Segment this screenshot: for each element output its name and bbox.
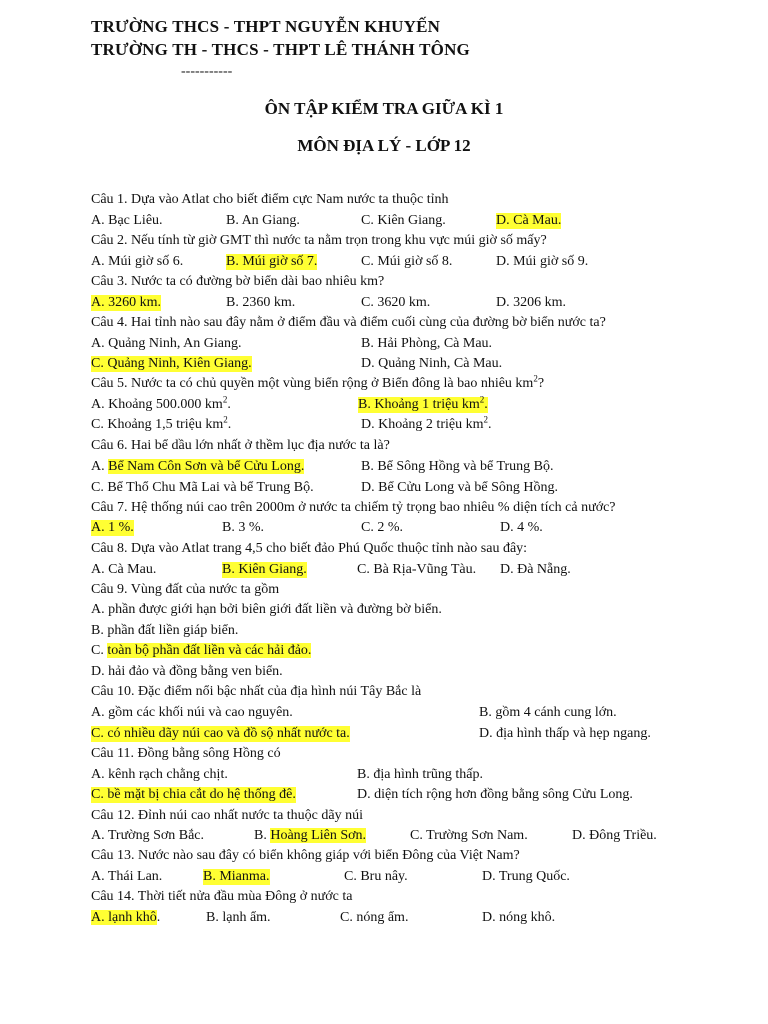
q11-option-c-answer: C. bề mặt bị chia cắt do hệ thống đê. — [91, 787, 296, 802]
school-name-2: TRƯỜNG TH - THCS - THPT LÊ THÁNH TÔNG — [91, 40, 470, 59]
q5-option-c: C. Khoảng 1,5 triệu $km^2$. — [91, 414, 232, 432]
q1-option-d-answer: D. Cà Mau. — [496, 213, 562, 228]
q3-option-c: C. 3620 km. — [361, 295, 431, 310]
q13-option-d: D. Trung Quốc. — [482, 869, 570, 884]
q2-option-a: A. Múi giờ số 6. — [91, 254, 184, 269]
page-title: ÔN TẬP KIỂM TRA GIỮA KÌ 1 — [264, 99, 504, 118]
q13-option-b-answer: B. Mianma. — [203, 869, 270, 884]
question-2: Câu 2. Nếu tính từ giờ GMT thì nước ta nằm trọn trong khu vực múi giờ số mấy? — [91, 233, 547, 248]
q4-option-a: A. Quảng Ninh, An Giang. — [91, 336, 242, 351]
q4-option-c-answer: C. Quảng Ninh, Kiên Giang. — [91, 356, 252, 371]
q11-option-b: B. địa hình trũng thấp. — [357, 767, 483, 782]
question-4: Câu 4. Hai tỉnh nào sau đây nằm ở điểm đầu và điểm cuối cùng của đường bờ biển nước ta? — [91, 315, 606, 330]
q13-option-c: C. Bru nây. — [344, 869, 408, 884]
q1-option-b: B. An Giang. — [226, 213, 300, 228]
q7-option-a-answer: A. 1 %. — [91, 520, 134, 535]
q5-option-b-answer: B. Khoảng 1 triệu $km^2$. — [358, 394, 488, 412]
q14-option-d: D. nóng khô. — [482, 910, 556, 925]
q14-option-c: C. nóng ẩm. — [340, 910, 409, 925]
q12-option-b-answer: B. Hoàng Liên Sơn. — [254, 828, 367, 843]
q9-option-d: D. hải đảo và đồng bằng ven biển. — [91, 664, 283, 679]
q3-option-d: D. 3206 km. — [496, 295, 566, 310]
q14-option-a-answer: A. lạnh khô. — [91, 910, 161, 925]
q5-option-a: A. Khoảng 500.000 $km^2$. — [91, 394, 231, 412]
question-9: Câu 9. Vùng đất của nước ta gồm — [91, 582, 280, 597]
q11-option-d: D. diện tích rộng hơn đồng bằng sông Cửu Long. — [357, 787, 633, 802]
q14-option-b: B. lạnh ẩm. — [206, 910, 271, 925]
q1-option-a: A. Bạc Liêu. — [91, 213, 163, 228]
q9-option-c-answer: C. toàn bộ phần đất liền và các hải đảo. — [91, 643, 312, 658]
q10-option-a: A. gồm các khối núi và cao nguyên. — [91, 705, 293, 720]
question-8: Câu 8. Dựa vào Atlat trang 4,5 cho biết đảo Phú Quốc thuộc tỉnh nào sau đây: — [91, 541, 528, 556]
q7-option-c: C. 2 %. — [361, 520, 403, 535]
question-13: Câu 13. Nước nào sau đây có biển không giáp với biển Đông của Việt Nam? — [91, 848, 520, 863]
question-1: Câu 1. Dựa vào Atlat cho biết điểm cực Nam nước ta thuộc tỉnh — [91, 192, 449, 207]
q4-option-b: B. Hải Phòng, Cà Mau. — [361, 336, 493, 351]
q9-option-a: A. phần được giới hạn bởi biên giới đất liền và đường bờ biển. — [91, 602, 442, 617]
question-14: Câu 14. Thời tiết nửa đầu mùa Đông ở nước ta — [91, 889, 353, 904]
q12-option-c: C. Trường Sơn Nam. — [410, 828, 528, 843]
q11-option-a: A. kênh rạch chằng chịt. — [91, 767, 228, 782]
question-6: Câu 6. Hai bể dầu lớn nhất ở thềm lục địa nước ta là? — [91, 438, 390, 453]
q12-option-d: D. Đông Triều. — [572, 828, 657, 843]
question-12: Câu 12. Đỉnh núi cao nhất nước ta thuộc dãy núi — [91, 808, 363, 823]
q8-option-c: C. Bà Rịa-Vũng Tàu. — [357, 562, 477, 577]
q2-option-d: D. Múi giờ số 9. — [496, 254, 589, 269]
q6-option-d: D. Bể Cửu Long và bể Sông Hồng. — [361, 480, 558, 495]
school-name-1: TRƯỜNG THCS - THPT NGUYỄN KHUYẾN — [91, 17, 441, 36]
q3-option-a-answer: A. 3260 km. — [91, 295, 161, 310]
q10-option-c-answer: C. có nhiều dãy núi cao và đồ sộ nhất nước ta. — [91, 726, 350, 741]
subject-title: MÔN ĐỊA LÝ - LỚP 12 — [297, 136, 471, 155]
question-10: Câu 10. Đặc điểm nổi bậc nhất của địa hình núi Tây Bắc là — [91, 684, 422, 699]
q6-option-c: C. Bể Thổ Chu Mã Lai và bể Trung Bộ. — [91, 480, 314, 495]
question-7: Câu 7. Hệ thống núi cao trên 2000m ở nước ta chiếm tỷ trọng bao nhiêu % diện tích cả nước? — [91, 500, 616, 515]
q10-option-b: B. gồm 4 cánh cung lớn. — [479, 705, 617, 720]
question-5: Câu 5. Nước ta có chủ quyền một vùng biển rộng ở Biển đông là bao nhiêu $km^2$? — [91, 373, 545, 391]
q7-option-b: B. 3 %. — [222, 520, 264, 535]
q5-option-d: D. Khoảng 2 triệu $km^2$. — [361, 414, 492, 432]
q8-option-a: A. Cà Mau. — [91, 562, 157, 577]
q6-option-a-answer: A. Bể Nam Côn Sơn và bể Cửu Long. — [91, 459, 305, 474]
question-3: Câu 3. Nước ta có đường bờ biển dài bao nhiêu km? — [91, 274, 385, 289]
q2-option-c: C. Múi giờ số 8. — [361, 254, 453, 269]
q12-option-a: A. Trường Sơn Bắc. — [91, 828, 205, 843]
q2-option-b-answer: B. Múi giờ số 7. — [226, 254, 318, 269]
q13-option-a: A. Thái Lan. — [91, 869, 163, 884]
separator-dashes: ----------- — [181, 64, 233, 79]
question-11: Câu 11. Đồng bằng sông Hồng có — [91, 746, 281, 761]
q9-option-b: B. phần đất liền giáp biển. — [91, 623, 239, 638]
q8-option-d: D. Đà Nẵng. — [500, 562, 571, 577]
q3-option-b: B. 2360 km. — [226, 295, 296, 310]
q1-option-c: C. Kiên Giang. — [361, 213, 446, 228]
q6-option-b: B. Bể Sông Hồng và bể Trung Bộ. — [361, 459, 554, 474]
q7-option-d: D. 4 %. — [500, 520, 543, 535]
q4-option-d: D. Quảng Ninh, Cà Mau. — [361, 356, 503, 371]
q10-option-d: D. địa hình thấp và hẹp ngang. — [479, 726, 651, 741]
q8-option-b-answer: B. Kiên Giang. — [222, 562, 307, 577]
